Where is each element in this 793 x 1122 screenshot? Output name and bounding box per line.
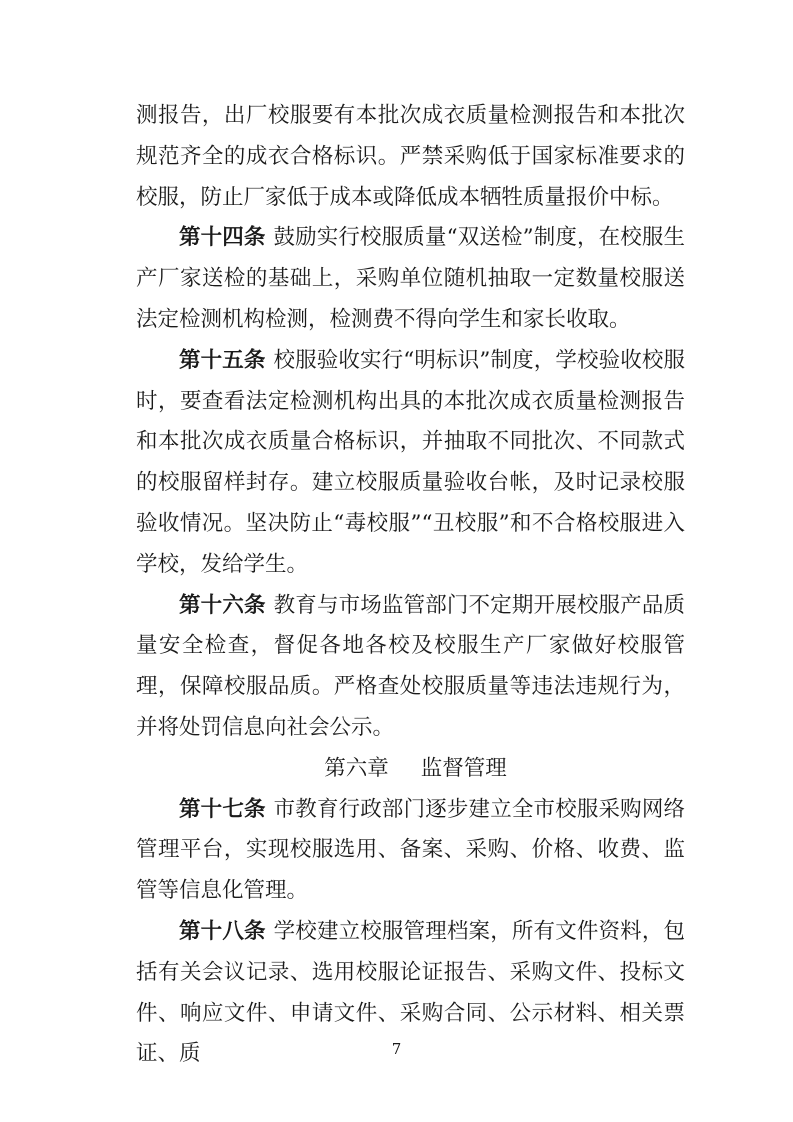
article-15 xyxy=(136,341,685,586)
article-label: 第十六条 xyxy=(179,592,266,618)
article-text: 校服验收实行“明标识”制度，学校验收校服时，要查看法定检测机构出具的本批次成衣质量检测报告和本批次成衣质量合格标识，并抽取不同批次、不同款式的校服留样封存。建立校服质量验收台帐，及时记录校服验收情况。坚决防止“毒校服”“丑校服”和不合格校服进入学校，发给学生。 xyxy=(136,347,685,577)
chapter-number: 第六章 xyxy=(324,755,389,781)
paragraph-text: 测报告，出厂校服要有本批次成衣质量检测报告和本批次规范齐全的成衣合格标识。严禁采购低于国家标准要求的校服，防止厂家低于成本或降低成本牺牲质量报价中标。 xyxy=(136,103,685,210)
article-16 xyxy=(136,586,685,749)
chapter-heading xyxy=(146,749,685,790)
article-text: 鼓励实行校服质量“双送检”制度，在校服生产厂家送检的基础上，采购单位随机抽取一定数量校服送法定检测机构检测，检测费不得向学生和家长收取。 xyxy=(136,225,685,332)
paragraph-continuation xyxy=(136,96,685,218)
article-text: 教育与市场监管部门不定期开展校服产品质量安全检查，督促各地各校及校服生产厂家做好校服管理，保障校服品质。严格查处校服质量等违法违规行为，并将处罚信息向社会公示。 xyxy=(136,592,685,740)
page-number: 7 xyxy=(391,1040,402,1058)
article-label: 第十七条 xyxy=(179,796,266,822)
article-label: 第十五条 xyxy=(179,347,266,373)
article-17 xyxy=(136,790,685,912)
chapter-title: 监督管理 xyxy=(420,755,507,781)
article-text: 学校建立校服管理档案，所有文件资料，包括有关会议记录、选用校服论证报告、采购文件、投标文件、响应文件、申请文件、采购合同、公示材料、相关票证、质 xyxy=(136,918,685,1067)
article-label: 第十八条 xyxy=(179,918,266,944)
article-label: 第十四条 xyxy=(179,225,266,251)
article-14 xyxy=(136,218,685,340)
article-text: 市教育行政部门逐步建立全市校服采购网络管理平台，实现校服选用、备案、采购、价格、收费、监管等信息化管理。 xyxy=(136,796,685,904)
